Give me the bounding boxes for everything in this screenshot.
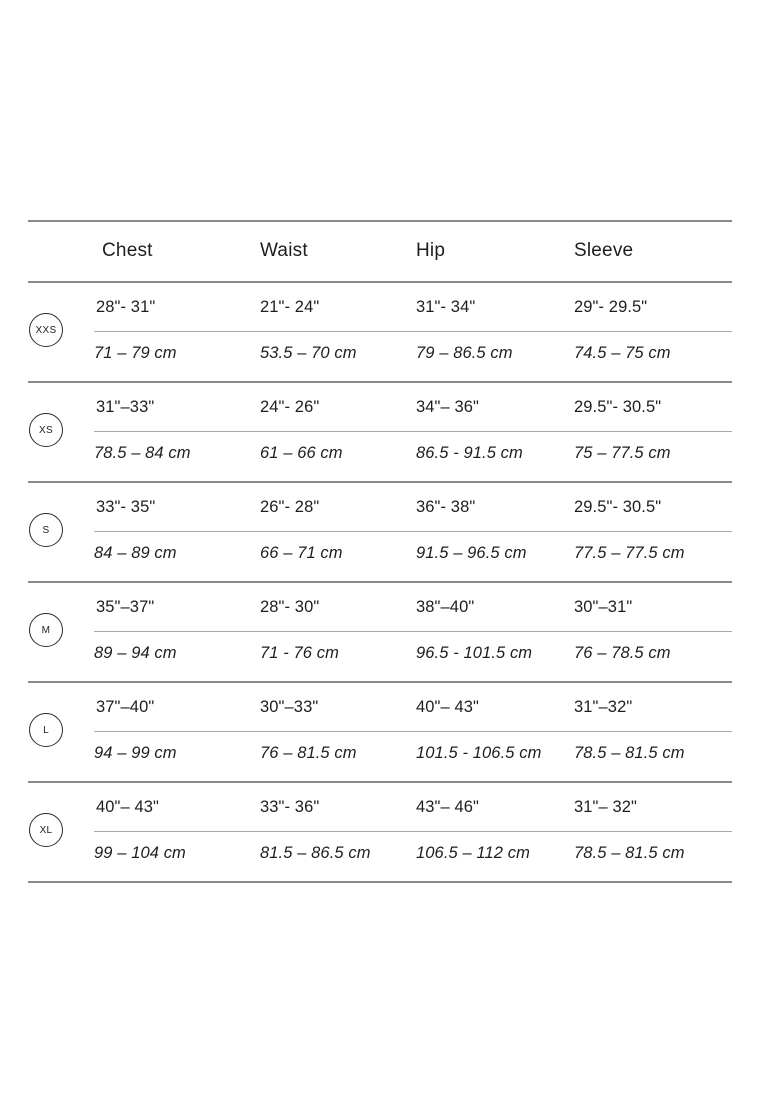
size-badge: XXS (29, 313, 63, 347)
sleeve-cm: 78.5 – 81.5 cm (574, 744, 685, 762)
chest-inches: 28"- 31" (96, 298, 156, 316)
hip-cm: 86.5 - 91.5 cm (416, 444, 523, 462)
size-badge: XS (29, 413, 63, 447)
sleeve-cm: 76 – 78.5 cm (574, 644, 671, 662)
table-header-row (28, 222, 732, 281)
waist-inches: 24"- 26" (260, 398, 320, 416)
sleeve-cm: 78.5 – 81.5 cm (574, 844, 685, 862)
chest-cm: 94 – 99 cm (94, 744, 177, 762)
size-row-xs (28, 383, 732, 481)
chest-cm: 99 – 104 cm (94, 844, 186, 862)
hip-inches: 34"– 36" (416, 398, 479, 416)
chest-cm: 78.5 – 84 cm (94, 444, 191, 462)
hip-cm: 96.5 - 101.5 cm (416, 644, 533, 662)
sleeve-inches: 29"- 29.5" (574, 298, 648, 316)
waist-cm: 71 - 76 cm (260, 644, 339, 662)
chest-inches: 35"–37" (96, 598, 155, 616)
row-divider (94, 431, 732, 432)
hip-inches: 38"–40" (416, 598, 475, 616)
size-badge: S (29, 513, 63, 547)
column-header-waist: Waist (260, 240, 308, 261)
row-divider (94, 631, 732, 632)
waist-cm: 81.5 – 86.5 cm (260, 844, 371, 862)
size-badge: M (29, 613, 63, 647)
sleeve-inches: 29.5"- 30.5" (574, 398, 662, 416)
hip-cm: 106.5 – 112 cm (416, 844, 530, 862)
waist-inches: 21"- 24" (260, 298, 320, 316)
sleeve-inches: 30"–31" (574, 598, 633, 616)
chest-cm: 84 – 89 cm (94, 544, 177, 562)
size-row-l (28, 683, 732, 781)
hip-inches: 43"– 46" (416, 798, 479, 816)
waist-cm: 53.5 – 70 cm (260, 344, 357, 362)
chest-cm: 89 – 94 cm (94, 644, 177, 662)
hip-cm: 101.5 - 106.5 cm (416, 744, 542, 762)
row-divider (94, 331, 732, 332)
waist-cm: 66 – 71 cm (260, 544, 343, 562)
column-header-sleeve: Sleeve (574, 240, 634, 261)
table-bottom-rule (28, 881, 732, 883)
size-chart-table (28, 220, 732, 883)
size-row-xl (28, 783, 732, 881)
chest-cm: 71 – 79 cm (94, 344, 177, 362)
row-divider (94, 831, 732, 832)
waist-inches: 33"- 36" (260, 798, 320, 816)
hip-cm: 79 – 86.5 cm (416, 344, 513, 362)
sleeve-inches: 31"– 32" (574, 798, 637, 816)
waist-inches: 30"–33" (260, 698, 319, 716)
sleeve-cm: 75 – 77.5 cm (574, 444, 671, 462)
size-badge: XL (29, 813, 63, 847)
column-header-chest: Chest (102, 240, 153, 261)
sleeve-cm: 77.5 – 77.5 cm (574, 544, 685, 562)
chest-inches: 33"- 35" (96, 498, 156, 516)
waist-cm: 61 – 66 cm (260, 444, 343, 462)
column-header-hip: Hip (416, 240, 446, 261)
chest-inches: 31"–33" (96, 398, 155, 416)
hip-cm: 91.5 – 96.5 cm (416, 544, 527, 562)
hip-inches: 31"- 34" (416, 298, 476, 316)
waist-inches: 28"- 30" (260, 598, 320, 616)
hip-inches: 36"- 38" (416, 498, 476, 516)
row-divider (94, 731, 732, 732)
waist-inches: 26"- 28" (260, 498, 320, 516)
chest-inches: 37"–40" (96, 698, 155, 716)
size-row-s (28, 483, 732, 581)
waist-cm: 76 – 81.5 cm (260, 744, 357, 762)
size-row-m (28, 583, 732, 681)
sleeve-cm: 74.5 – 75 cm (574, 344, 671, 362)
hip-inches: 40"– 43" (416, 698, 479, 716)
size-row-xxs (28, 283, 732, 381)
size-badge: L (29, 713, 63, 747)
sleeve-inches: 31"–32" (574, 698, 633, 716)
chest-inches: 40"– 43" (96, 798, 159, 816)
sleeve-inches: 29.5"- 30.5" (574, 498, 662, 516)
row-divider (94, 531, 732, 532)
